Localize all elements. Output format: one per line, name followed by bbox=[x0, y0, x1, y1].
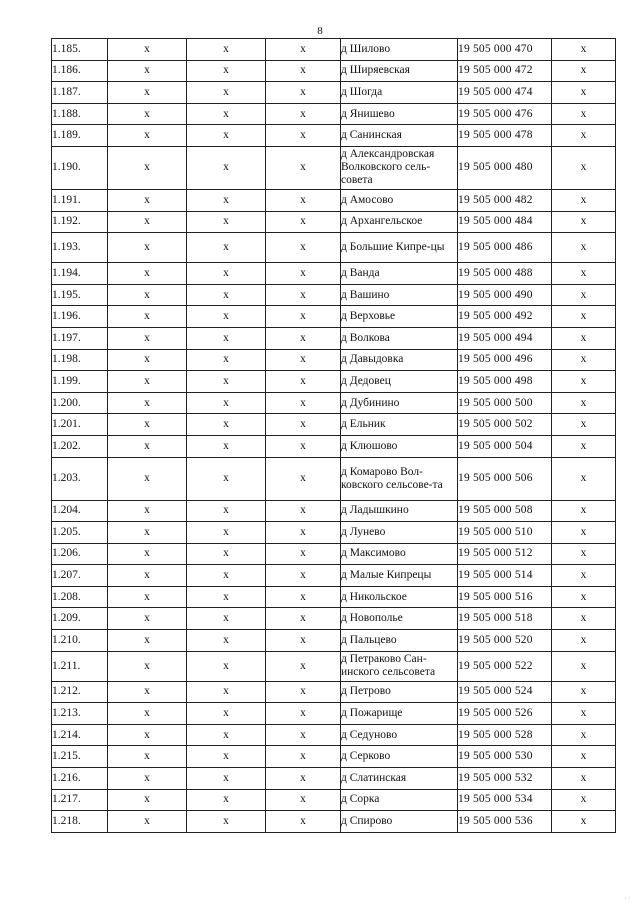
table-row bbox=[52, 789, 616, 811]
cell-x: x bbox=[552, 651, 616, 681]
row-number: 1.190. bbox=[52, 146, 108, 189]
cell-x: x bbox=[266, 500, 341, 522]
cell-x: x bbox=[108, 306, 187, 328]
row-number: 1.218. bbox=[52, 811, 108, 833]
cell-x: x bbox=[552, 608, 616, 630]
cell-x: x bbox=[552, 703, 616, 725]
settlement-name: д Амосово bbox=[341, 189, 458, 211]
row-number: 1.192. bbox=[52, 211, 108, 233]
cell-x: x bbox=[552, 565, 616, 587]
row-number: 1.202. bbox=[52, 435, 108, 457]
table-row bbox=[52, 82, 616, 104]
cell-x: x bbox=[108, 60, 187, 82]
cell-x: x bbox=[266, 681, 341, 703]
cell-x: x bbox=[108, 125, 187, 147]
settlement-name: д Ладышкино bbox=[341, 500, 458, 522]
settlement-name: д Петрово bbox=[341, 681, 458, 703]
settlement-name: д Шилово bbox=[341, 39, 458, 61]
cell-x: x bbox=[108, 724, 187, 746]
table-row bbox=[52, 39, 616, 61]
row-number: 1.187. bbox=[52, 82, 108, 104]
settlement-name: д Никольское bbox=[341, 586, 458, 608]
cell-x: x bbox=[552, 586, 616, 608]
settlement-name: д Новополье bbox=[341, 608, 458, 630]
row-number: 1.195. bbox=[52, 284, 108, 306]
settlement-name: д Санинская bbox=[341, 125, 458, 147]
cell-x: x bbox=[552, 435, 616, 457]
cell-x: x bbox=[187, 586, 266, 608]
cell-x: x bbox=[552, 233, 616, 263]
row-number: 1.216. bbox=[52, 768, 108, 790]
settlement-name: д Волкова bbox=[341, 327, 458, 349]
settlement-name: д Ванда bbox=[341, 263, 458, 285]
row-number: 1.188. bbox=[52, 103, 108, 125]
cell-x: x bbox=[266, 392, 341, 414]
cell-x: x bbox=[552, 284, 616, 306]
table-row bbox=[52, 630, 616, 652]
table-row bbox=[52, 746, 616, 768]
cell-x: x bbox=[108, 349, 187, 371]
cell-x: x bbox=[266, 435, 341, 457]
row-number: 1.211. bbox=[52, 651, 108, 681]
row-number: 1.214. bbox=[52, 724, 108, 746]
cell-x: x bbox=[187, 724, 266, 746]
page-number: 8 bbox=[317, 25, 323, 37]
cell-x: x bbox=[187, 189, 266, 211]
cell-x: x bbox=[552, 789, 616, 811]
cell-x: x bbox=[266, 39, 341, 61]
cell-x: x bbox=[187, 146, 266, 189]
cell-x: x bbox=[266, 565, 341, 587]
cell-x: x bbox=[108, 39, 187, 61]
settlement-name: д Седуново bbox=[341, 724, 458, 746]
table-row bbox=[52, 211, 616, 233]
table-row bbox=[52, 60, 616, 82]
cell-x: x bbox=[187, 435, 266, 457]
settlement-name: д Шогда bbox=[341, 82, 458, 104]
cell-x: x bbox=[187, 233, 266, 263]
cell-x: x bbox=[187, 306, 266, 328]
row-number: 1.186. bbox=[52, 60, 108, 82]
cell-x: x bbox=[552, 82, 616, 104]
cell-x: x bbox=[108, 586, 187, 608]
table-row bbox=[52, 263, 616, 285]
oktmo-code: 19 505 000 474 bbox=[458, 82, 552, 104]
cell-x: x bbox=[552, 125, 616, 147]
oktmo-code: 19 505 000 516 bbox=[458, 586, 552, 608]
cell-x: x bbox=[266, 746, 341, 768]
settlement-name: д Лунево bbox=[341, 522, 458, 544]
oktmo-code: 19 505 000 536 bbox=[458, 811, 552, 833]
row-number: 1.189. bbox=[52, 125, 108, 147]
row-number: 1.212. bbox=[52, 681, 108, 703]
cell-x: x bbox=[187, 263, 266, 285]
table-row bbox=[52, 608, 616, 630]
cell-x: x bbox=[266, 233, 341, 263]
table-row bbox=[52, 703, 616, 725]
cell-x: x bbox=[187, 125, 266, 147]
oktmo-code: 19 505 000 532 bbox=[458, 768, 552, 790]
oktmo-code: 19 505 000 492 bbox=[458, 306, 552, 328]
row-number: 1.213. bbox=[52, 703, 108, 725]
cell-x: x bbox=[552, 263, 616, 285]
row-number: 1.205. bbox=[52, 522, 108, 544]
cell-x: x bbox=[108, 233, 187, 263]
cell-x: x bbox=[108, 146, 187, 189]
table-row bbox=[52, 392, 616, 414]
cell-x: x bbox=[266, 789, 341, 811]
cell-x: x bbox=[266, 306, 341, 328]
table-row bbox=[52, 327, 616, 349]
row-number: 1.196. bbox=[52, 306, 108, 328]
cell-x: x bbox=[552, 681, 616, 703]
cell-x: x bbox=[266, 284, 341, 306]
cell-x: x bbox=[552, 327, 616, 349]
cell-x: x bbox=[108, 768, 187, 790]
footer-mark: · · bbox=[624, 896, 630, 902]
oktmo-code: 19 505 000 498 bbox=[458, 371, 552, 393]
oktmo-code: 19 505 000 518 bbox=[458, 608, 552, 630]
cell-x: x bbox=[552, 724, 616, 746]
settlement-name: д Архангельское bbox=[341, 211, 458, 233]
cell-x: x bbox=[108, 435, 187, 457]
cell-x: x bbox=[108, 103, 187, 125]
oktmo-code: 19 505 000 480 bbox=[458, 146, 552, 189]
cell-x: x bbox=[552, 630, 616, 652]
settlements-table bbox=[51, 38, 616, 833]
cell-x: x bbox=[187, 327, 266, 349]
table-row bbox=[52, 724, 616, 746]
cell-x: x bbox=[266, 768, 341, 790]
table-row bbox=[52, 103, 616, 125]
cell-x: x bbox=[187, 211, 266, 233]
cell-x: x bbox=[187, 60, 266, 82]
settlement-name: д Серково bbox=[341, 746, 458, 768]
settlement-name: д Ельник bbox=[341, 414, 458, 436]
row-number: 1.197. bbox=[52, 327, 108, 349]
settlement-name: д Сорка bbox=[341, 789, 458, 811]
row-number: 1.198. bbox=[52, 349, 108, 371]
settlement-name: д Слатинская bbox=[341, 768, 458, 790]
cell-x: x bbox=[187, 522, 266, 544]
cell-x: x bbox=[187, 500, 266, 522]
settlement-name: д Александровская Волковского сель-совета bbox=[341, 146, 458, 189]
table-row bbox=[52, 349, 616, 371]
oktmo-code: 19 505 000 488 bbox=[458, 263, 552, 285]
table-row bbox=[52, 651, 616, 681]
row-number: 1.215. bbox=[52, 746, 108, 768]
row-number: 1.193. bbox=[52, 233, 108, 263]
oktmo-code: 19 505 000 512 bbox=[458, 543, 552, 565]
settlement-name: д Большие Кипре-цы bbox=[341, 233, 458, 263]
cell-x: x bbox=[266, 651, 341, 681]
table-row bbox=[52, 522, 616, 544]
cell-x: x bbox=[108, 746, 187, 768]
cell-x: x bbox=[552, 189, 616, 211]
cell-x: x bbox=[187, 371, 266, 393]
cell-x: x bbox=[552, 60, 616, 82]
cell-x: x bbox=[552, 543, 616, 565]
cell-x: x bbox=[266, 349, 341, 371]
cell-x: x bbox=[187, 349, 266, 371]
oktmo-code: 19 505 000 514 bbox=[458, 565, 552, 587]
cell-x: x bbox=[187, 82, 266, 104]
cell-x: x bbox=[552, 103, 616, 125]
cell-x: x bbox=[552, 768, 616, 790]
cell-x: x bbox=[108, 392, 187, 414]
cell-x: x bbox=[266, 703, 341, 725]
oktmo-code: 19 505 000 500 bbox=[458, 392, 552, 414]
cell-x: x bbox=[187, 608, 266, 630]
cell-x: x bbox=[266, 457, 341, 500]
oktmo-code: 19 505 000 534 bbox=[458, 789, 552, 811]
row-number: 1.200. bbox=[52, 392, 108, 414]
oktmo-code: 19 505 000 502 bbox=[458, 414, 552, 436]
cell-x: x bbox=[552, 306, 616, 328]
settlement-name: д Вашино bbox=[341, 284, 458, 306]
cell-x: x bbox=[552, 500, 616, 522]
cell-x: x bbox=[552, 349, 616, 371]
cell-x: x bbox=[187, 103, 266, 125]
settlement-name: д Янишево bbox=[341, 103, 458, 125]
cell-x: x bbox=[552, 146, 616, 189]
cell-x: x bbox=[266, 724, 341, 746]
settlement-name: д Пальцево bbox=[341, 630, 458, 652]
table-row bbox=[52, 435, 616, 457]
cell-x: x bbox=[108, 371, 187, 393]
cell-x: x bbox=[266, 522, 341, 544]
cell-x: x bbox=[266, 630, 341, 652]
cell-x: x bbox=[108, 789, 187, 811]
cell-x: x bbox=[187, 392, 266, 414]
cell-x: x bbox=[187, 284, 266, 306]
table-row bbox=[52, 371, 616, 393]
cell-x: x bbox=[552, 522, 616, 544]
cell-x: x bbox=[266, 60, 341, 82]
cell-x: x bbox=[266, 82, 341, 104]
settlement-name: д Пожарище bbox=[341, 703, 458, 725]
cell-x: x bbox=[187, 789, 266, 811]
row-number: 1.204. bbox=[52, 500, 108, 522]
cell-x: x bbox=[552, 211, 616, 233]
oktmo-code: 19 505 000 494 bbox=[458, 327, 552, 349]
table-row bbox=[52, 146, 616, 189]
cell-x: x bbox=[266, 263, 341, 285]
settlement-name: д Комарово Вол-ковского сельсове-та bbox=[341, 457, 458, 500]
table-row bbox=[52, 457, 616, 500]
cell-x: x bbox=[266, 811, 341, 833]
settlement-name: д Дубинино bbox=[341, 392, 458, 414]
cell-x: x bbox=[187, 768, 266, 790]
table-row bbox=[52, 233, 616, 263]
oktmo-code: 19 505 000 520 bbox=[458, 630, 552, 652]
cell-x: x bbox=[266, 146, 341, 189]
row-number: 1.201. bbox=[52, 414, 108, 436]
cell-x: x bbox=[266, 586, 341, 608]
oktmo-code: 19 505 000 476 bbox=[458, 103, 552, 125]
settlement-name: д Давыдовка bbox=[341, 349, 458, 371]
cell-x: x bbox=[266, 189, 341, 211]
cell-x: x bbox=[187, 746, 266, 768]
cell-x: x bbox=[266, 608, 341, 630]
cell-x: x bbox=[552, 811, 616, 833]
settlement-name: д Ширяевская bbox=[341, 60, 458, 82]
cell-x: x bbox=[108, 522, 187, 544]
cell-x: x bbox=[108, 651, 187, 681]
cell-x: x bbox=[108, 327, 187, 349]
oktmo-code: 19 505 000 470 bbox=[458, 39, 552, 61]
cell-x: x bbox=[187, 39, 266, 61]
cell-x: x bbox=[266, 371, 341, 393]
row-number: 1.207. bbox=[52, 565, 108, 587]
settlement-name: д Петраково Сан-инского сельсовета bbox=[341, 651, 458, 681]
cell-x: x bbox=[552, 392, 616, 414]
cell-x: x bbox=[187, 414, 266, 436]
table-row bbox=[52, 125, 616, 147]
cell-x: x bbox=[187, 811, 266, 833]
oktmo-code: 19 505 000 472 bbox=[458, 60, 552, 82]
row-number: 1.209. bbox=[52, 608, 108, 630]
cell-x: x bbox=[187, 543, 266, 565]
oktmo-code: 19 505 000 510 bbox=[458, 522, 552, 544]
cell-x: x bbox=[108, 263, 187, 285]
cell-x: x bbox=[108, 82, 187, 104]
cell-x: x bbox=[108, 500, 187, 522]
oktmo-code: 19 505 000 486 bbox=[458, 233, 552, 263]
settlement-name: д Максимово bbox=[341, 543, 458, 565]
table-row bbox=[52, 543, 616, 565]
cell-x: x bbox=[187, 565, 266, 587]
row-number: 1.208. bbox=[52, 586, 108, 608]
cell-x: x bbox=[108, 703, 187, 725]
cell-x: x bbox=[552, 457, 616, 500]
settlement-name: д Верховье bbox=[341, 306, 458, 328]
cell-x: x bbox=[108, 811, 187, 833]
oktmo-code: 19 505 000 522 bbox=[458, 651, 552, 681]
oktmo-code: 19 505 000 508 bbox=[458, 500, 552, 522]
cell-x: x bbox=[108, 565, 187, 587]
oktmo-code: 19 505 000 484 bbox=[458, 211, 552, 233]
cell-x: x bbox=[187, 630, 266, 652]
cell-x: x bbox=[266, 543, 341, 565]
cell-x: x bbox=[187, 681, 266, 703]
oktmo-code: 19 505 000 528 bbox=[458, 724, 552, 746]
row-number: 1.185. bbox=[52, 39, 108, 61]
oktmo-code: 19 505 000 496 bbox=[458, 349, 552, 371]
cell-x: x bbox=[266, 125, 341, 147]
cell-x: x bbox=[187, 703, 266, 725]
cell-x: x bbox=[266, 327, 341, 349]
oktmo-code: 19 505 000 478 bbox=[458, 125, 552, 147]
settlement-name: д Спирово bbox=[341, 811, 458, 833]
oktmo-code: 19 505 000 504 bbox=[458, 435, 552, 457]
cell-x: x bbox=[108, 608, 187, 630]
cell-x: x bbox=[108, 211, 187, 233]
cell-x: x bbox=[108, 630, 187, 652]
cell-x: x bbox=[552, 414, 616, 436]
row-number: 1.199. bbox=[52, 371, 108, 393]
row-number: 1.210. bbox=[52, 630, 108, 652]
row-number: 1.203. bbox=[52, 457, 108, 500]
cell-x: x bbox=[552, 746, 616, 768]
cell-x: x bbox=[108, 457, 187, 500]
row-number: 1.206. bbox=[52, 543, 108, 565]
cell-x: x bbox=[266, 414, 341, 436]
settlement-name: д Малые Кипрецы bbox=[341, 565, 458, 587]
oktmo-code: 19 505 000 482 bbox=[458, 189, 552, 211]
cell-x: x bbox=[266, 211, 341, 233]
row-number: 1.217. bbox=[52, 789, 108, 811]
row-number: 1.191. bbox=[52, 189, 108, 211]
table-row bbox=[52, 768, 616, 790]
table-row bbox=[52, 681, 616, 703]
oktmo-code: 19 505 000 506 bbox=[458, 457, 552, 500]
table-row bbox=[52, 811, 616, 833]
table-row bbox=[52, 500, 616, 522]
settlement-name: д Дедовец bbox=[341, 371, 458, 393]
cell-x: x bbox=[552, 39, 616, 61]
table-row bbox=[52, 586, 616, 608]
cell-x: x bbox=[108, 681, 187, 703]
cell-x: x bbox=[266, 103, 341, 125]
cell-x: x bbox=[187, 651, 266, 681]
oktmo-code: 19 505 000 530 bbox=[458, 746, 552, 768]
cell-x: x bbox=[108, 189, 187, 211]
table-row bbox=[52, 189, 616, 211]
settlement-name: д Клюшово bbox=[341, 435, 458, 457]
table-row bbox=[52, 306, 616, 328]
table-row bbox=[52, 284, 616, 306]
oktmo-code: 19 505 000 526 bbox=[458, 703, 552, 725]
cell-x: x bbox=[187, 457, 266, 500]
cell-x: x bbox=[552, 371, 616, 393]
oktmo-code: 19 505 000 490 bbox=[458, 284, 552, 306]
table-row bbox=[52, 414, 616, 436]
cell-x: x bbox=[108, 414, 187, 436]
cell-x: x bbox=[108, 543, 187, 565]
row-number: 1.194. bbox=[52, 263, 108, 285]
table-row bbox=[52, 565, 616, 587]
cell-x: x bbox=[108, 284, 187, 306]
oktmo-code: 19 505 000 524 bbox=[458, 681, 552, 703]
